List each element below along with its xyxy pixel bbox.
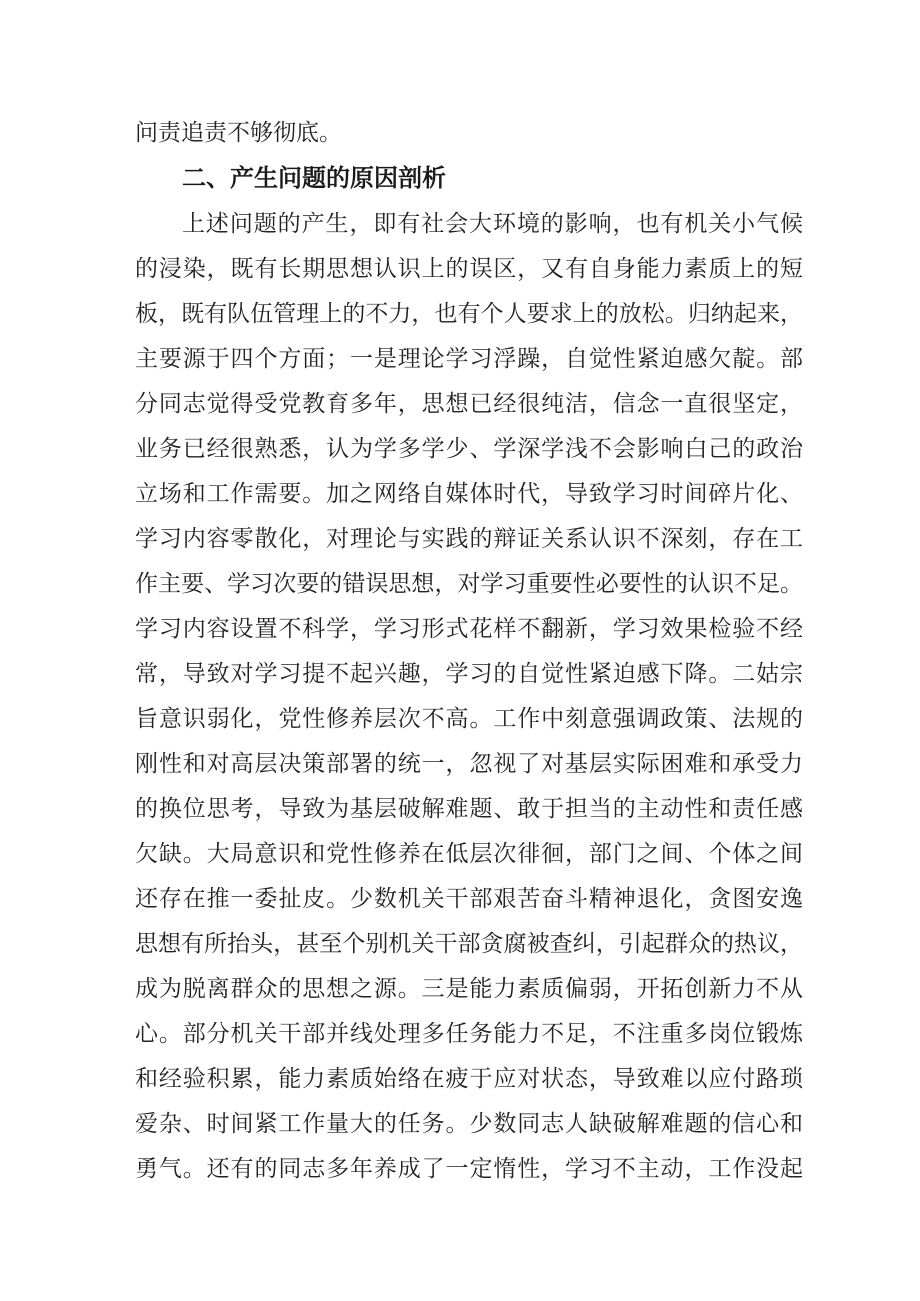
body-line: 欠缺。大局意识和党性修养在低层次徘徊，部门之间、个体之间 bbox=[135, 841, 803, 867]
body-line: 业务已经很熟悉，认为学多学少、学深学浅不会影响白己的政治 bbox=[135, 436, 803, 462]
body-line: 板，既有队伍管理上的不力，也有个人要求上的放松。归纳起来， bbox=[135, 301, 803, 327]
body-line: 学习内容零散化，对理论与实践的辩证关系认识不深刻，存在工 bbox=[135, 526, 803, 552]
body-line: 刚性和对高层决策部署的统一，忽视了对基层实际困难和承受力 bbox=[135, 751, 803, 777]
body-line: 爱杂、时间紧工作量大的任务。少数同志人缺破解难题的信心和 bbox=[135, 1111, 803, 1137]
body-line: 旨意识弱化，党性修养层次不高。工作中刻意强调政策、法规的 bbox=[135, 706, 803, 732]
body-line: 还存在推一委扯皮。少数机关干部艰苦奋斗精神退化，贪图安逸 bbox=[135, 886, 803, 912]
body-line: 心。部分机关干部并线处理多任务能力不足，不注重多岗位锻炼 bbox=[135, 1021, 803, 1047]
body-line: 成为脱离群众的思想之源。三是能力素质偏弱，开拓创新力不从 bbox=[135, 976, 803, 1002]
body-line: 的换位思考，导致为基层破解难题、敢于担当的主动性和责任感 bbox=[135, 796, 803, 822]
body-line: 常，导致对学习提不起兴趣，学习的自觉性紧迫感下降。二姑宗 bbox=[135, 661, 803, 687]
body-line: 学习内容设置不科学，学习形式花样不翻新，学习效果检验不经 bbox=[135, 616, 803, 642]
body-line: 和经验积累，能力素质始络在疲于应对状态，导致难以应付路琐 bbox=[135, 1066, 803, 1092]
body-line: 上述问题的产生，即有社会大环境的影响，也有机关小气候 bbox=[182, 211, 803, 237]
body-line: 勇气。还有的同志多年养成了一定惰性，学习不主动，工作没起 bbox=[135, 1156, 803, 1182]
body-line: 立场和工作需要。加之网络自媒体时代，导致学习时间碎片化、 bbox=[135, 481, 803, 507]
body-line: 思想有所抬头，甚至个别机关干部贪腐被查纠，引起群众的热议， bbox=[135, 931, 803, 957]
body-line: 分同志觉得受党教育多年，思想已经很纯洁，信念一直很坚定， bbox=[135, 391, 803, 417]
previous-paragraph-tail: 问责追责不够彻底。 bbox=[135, 120, 342, 146]
body-line: 的浸染，既有长期思想认识上的误区，又有自身能力素质上的短 bbox=[135, 256, 803, 282]
body-line: 作主要、学习次要的错误思想，对学习重要性必要性的认识不足。 bbox=[135, 571, 803, 597]
section-heading: 二、产生问题的原因剖析 bbox=[182, 164, 446, 192]
body-line: 主要源于四个方面；一是理论学习浮躁，自觉性紧迫感欠靛。部 bbox=[135, 346, 803, 372]
